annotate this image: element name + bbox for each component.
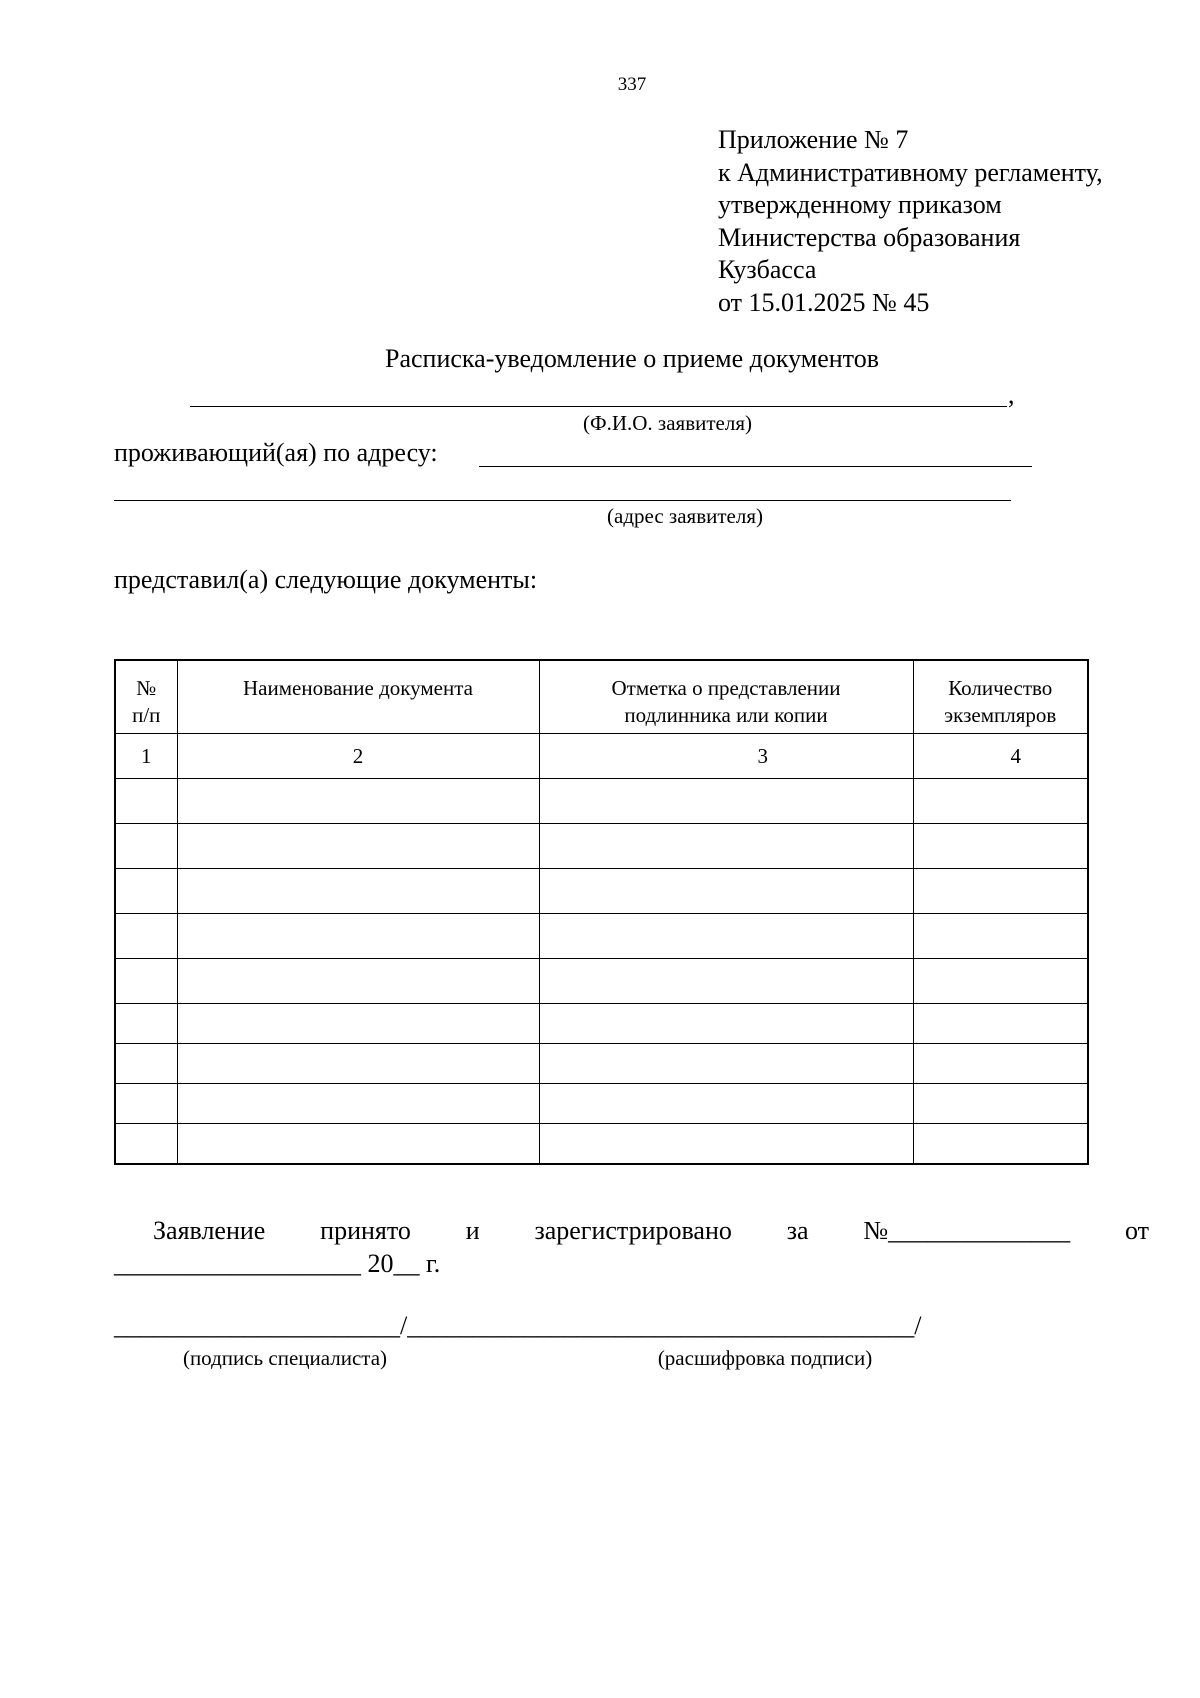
address-line-2 [114, 500, 1011, 501]
table-cell [115, 1084, 177, 1124]
registration-word: за [786, 1216, 809, 1245]
signature-decode-caption: (расшифровка подписи) [657, 1346, 873, 1370]
table-cell [539, 824, 913, 869]
header-cell-document-name: Наименование документа [177, 660, 539, 734]
table-cell [539, 1124, 913, 1164]
column-number: 2 [177, 734, 539, 779]
table-cell [115, 959, 177, 1004]
table-cell [177, 1124, 539, 1164]
applicant-name-comma: , [1008, 380, 1015, 409]
column-number-row [115, 734, 1088, 779]
table-cell [115, 869, 177, 914]
table-cell [177, 869, 539, 914]
document-title: Расписка-уведомление о приеме документов [385, 344, 879, 373]
signature-line: ______________________/_______________________________________/ [114, 1311, 922, 1340]
registration-word: и [465, 1216, 480, 1245]
table-cell [539, 959, 913, 1004]
table-cell [913, 824, 1088, 869]
registration-word: от [1124, 1216, 1149, 1245]
table-cell [539, 869, 913, 914]
table-cell [539, 1004, 913, 1044]
registration-number-field: №______________ [863, 1216, 1071, 1245]
table-cell [115, 824, 177, 869]
table-cell [177, 959, 539, 1004]
registration-word: принято [320, 1216, 411, 1245]
applicant-name-caption: (Ф.И.О. заявителя) [583, 411, 752, 435]
table-cell [115, 1124, 177, 1164]
address-label: проживающий(ая) по адресу: [114, 438, 438, 467]
table-cell [115, 914, 177, 959]
table-cell [115, 1004, 177, 1044]
appendix-line: к Административному регламенту, [718, 157, 1103, 187]
table-row [115, 1124, 1088, 1164]
applicant-name-line [190, 406, 1007, 407]
table-cell [913, 1124, 1088, 1164]
table-cell [177, 1004, 539, 1044]
table-row [115, 959, 1088, 1004]
header-cell-number: № п/п [115, 660, 177, 734]
table-cell [115, 779, 177, 824]
table-cell [913, 914, 1088, 959]
table-cell [913, 1004, 1088, 1044]
page-number: 337 [617, 74, 647, 95]
table-cell [177, 914, 539, 959]
table-cell [539, 1044, 913, 1084]
table-cell [913, 779, 1088, 824]
table-row [115, 1004, 1088, 1044]
table-row [115, 914, 1088, 959]
table-cell [539, 1084, 913, 1124]
table-cell [913, 1044, 1088, 1084]
appendix-line: Приложение № 7 [718, 125, 909, 154]
table-cell [539, 914, 913, 959]
table-cell [177, 824, 539, 869]
table-cell [913, 869, 1088, 914]
address-caption: (адрес заявителя) [607, 504, 763, 528]
table-cell [115, 1044, 177, 1084]
table-cell [177, 1084, 539, 1124]
table-cell [539, 779, 913, 824]
table-cell [177, 1044, 539, 1084]
table-row [115, 779, 1088, 824]
table-row [115, 1084, 1088, 1124]
table-row [115, 1044, 1088, 1084]
appendix-line: от 15.01.2025 № 45 [718, 287, 930, 317]
documents-table [114, 659, 1089, 1165]
table-row [115, 824, 1088, 869]
table-cell [913, 1084, 1088, 1124]
appendix-line: Министерства образования [718, 222, 1021, 252]
registration-word: зарегистрировано [534, 1216, 732, 1245]
table-cell [913, 959, 1088, 1004]
column-number: 1 [115, 734, 177, 779]
header-cell-copies-count: Количество экземпляров [913, 660, 1088, 734]
submitted-documents-label: представил(а) следующие документы: [114, 565, 538, 594]
header-cell-original-or-copy: Отметка о представлении подлинника или копии [539, 660, 913, 734]
appendix-line: Кузбасса [718, 255, 817, 284]
registration-word: Заявление [153, 1216, 266, 1245]
address-line [479, 466, 1032, 467]
registration-date-line: ___________________ 20__ г. [114, 1249, 441, 1278]
table-cell [177, 779, 539, 824]
signature-caption: (подпись специалиста) [182, 1346, 388, 1370]
column-number: 3 [539, 734, 913, 779]
appendix-block [718, 124, 1103, 319]
appendix-line: утвержденному приказом [718, 190, 1002, 219]
table-header-row [115, 660, 1088, 734]
column-number: 4 [913, 734, 1088, 779]
registration-statement [153, 1216, 1149, 1246]
table-row [115, 869, 1088, 914]
